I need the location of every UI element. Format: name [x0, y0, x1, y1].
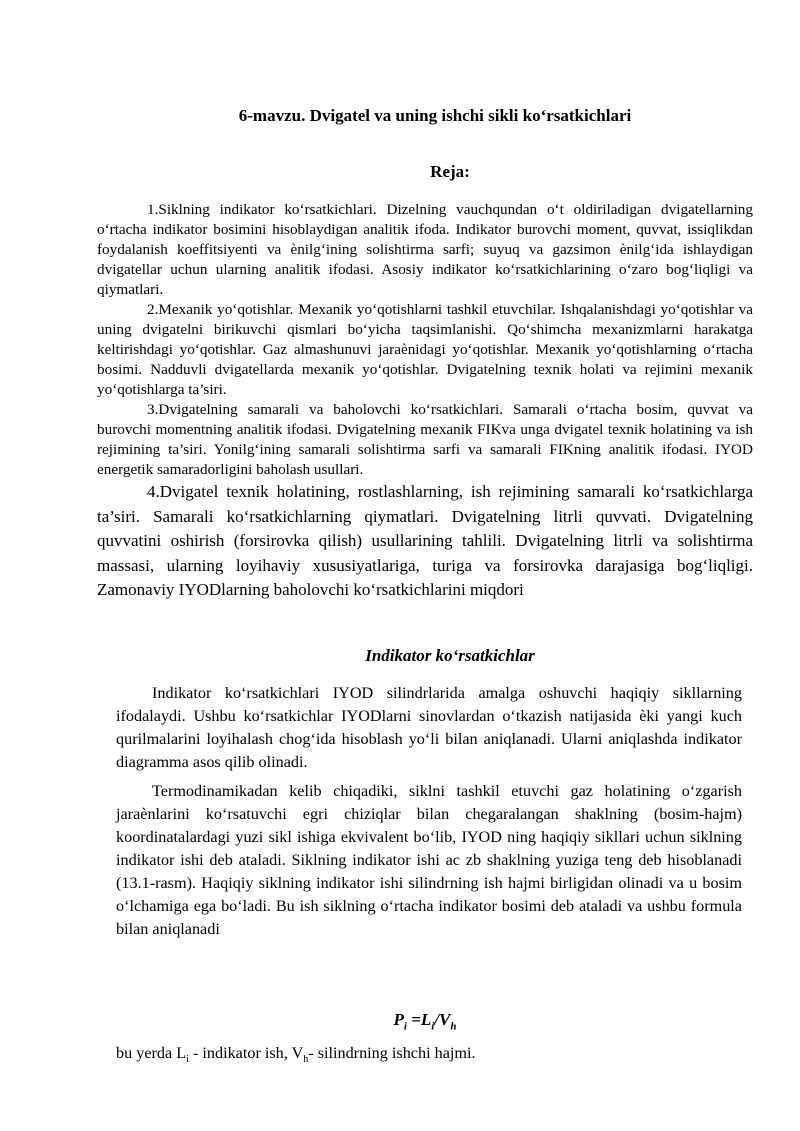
- legend-part-1: bu yerda L: [116, 1044, 187, 1062]
- formula-legend: [116, 1044, 756, 1065]
- plan-item-2: 2.Mexanik yo‘qotishlar. Mexanik yo‘qotishlarni tashkil etuvchilar. Ishqalanishdagi yo‘qotishlar va uning dvigatelni birikuvchi qismlari bo‘yicha taqsimlanishi. Qo‘shimcha mexanizmlarni harakatga keltirishdagi yo‘qotishlar. Gaz almashunuvi jaraènidagi yo‘qotishlar. Mexanik yo‘qotishlarning o‘rtacha bosimi. Nadduvli dvigatellarda mexanik yo‘qotishlar. Dvigatelning texnik holati va rejimini mexanik yo‘qotishlarga ta’siri.: [97, 301, 753, 398]
- legend-part-3: - silindrning ishchi hajmi.: [308, 1044, 476, 1062]
- formula-p: P: [393, 1010, 404, 1029]
- plan-list: [97, 200, 753, 603]
- body-paragraph-2: Termodinamikadan kelib chiqadiki, siklni tashkil etuvchi gaz holatining o‘zgarish jaraènlarini ko‘rsatuvchi egri chiziqlar bilan chegaralangan shaklning (bosim-hajm) koordinatalardagi yuzi sikl ishiga ekvivalent bo‘lib, IYOD ning haqiqiy sikllari uchun siklning indikator ishi deb ataladi. Siklning indikator ishi ac zb shaklning yuziga teng deb hisoblanadi (13.1-rasm). Haqiqiy siklning indikator ishi silindrning ish hajmi birligidan olinadi va u bosim o‘lchamiga ega bo‘ladi. Bu ish siklning o‘rtacha indikator bosimi deb ataladi va ushbu formula bilan aniqlanadi: [116, 782, 742, 938]
- section-body: [116, 682, 742, 947]
- legend-sub-1: i: [186, 1054, 189, 1066]
- plan-item-1: 1.Siklning indikator ko‘rsatkichlari. Dizelning vauchqundan o‘t oldiriladigan dvigatellarning o‘rtacha indikator bosimini hisoblaydigan analitik ifoda. Indikator burovchi moment, quvvat, issiqlikdan foydalanish koeffitsiyenti va ènilg‘ining solishtirma sarfi; suyuq va gazsimon ènilg‘ida ishlaydigan dvigatellar uchun ularning analitik ifodasi. Asosiy indikator ko‘rsatkichlarining o‘zaro bog‘liqligi va qiymatlari.: [97, 201, 753, 298]
- formula-v-subscript: h: [450, 1020, 457, 1033]
- indicator-pressure-formula: [0, 1010, 800, 1032]
- section-heading: Indikator ko‘rsatkichlar: [365, 646, 535, 665]
- body-paragraph-1: Indikator ko‘rsatkichlari IYOD silindrlarida amalga oshuvchi haqiqiy sikllarning ifodalaydi. Ushbu ko‘rsatkichlar IYODlarni sinovlardan o‘tkazish natijasida èki yangi kuch qurilmalarini loyihalash chog‘ida hisoblash yo‘li bilan aniqlanadi. Ularni aniqlashda indikator diagramma asos qilib olinadi.: [116, 684, 742, 771]
- formula-equals-l: =L: [406, 1010, 432, 1029]
- legend-sub-2: h: [303, 1054, 309, 1066]
- formula-slash-v: /V: [434, 1010, 451, 1029]
- plan-item-3: 3.Dvigatelning samarali va baholovchi ko‘rsatkichlari. Samarali o‘rtacha bosim, quvvat va burovchi momentning analitik ifodasi. Dvigatelning mexanik FIKva unga dvigatel texnik holatining va ish rejimining ta’siri. Yonilg‘ining samarali solishtirma sarfi va samarali FIKning analitik ifodasi. IYOD energetik samaradorligini baholash usullari.: [97, 401, 753, 478]
- plan-item-4: 4.Dvigatel texnik holatining, rostlashlarning, ish rejimining samarali ko‘rsatkichlarga ta’siri. Samarali ko‘rsatkichlarning qiymatlari. Dvigatelning litrli quvvati. Dvigatelning quvvatini oshirish (forsirovka qilish) usullarining tahlili. Dvigatelning litrli va solishtirma massasi, ularning loyihaviy xususiyatlariga, turiga va forsirovka darajasiga bog‘liqligi. Zamonaviy IYODlarning baholovchi ko‘rsatkichlarini miqdori: [97, 482, 753, 600]
- plan-heading: Reja:: [430, 162, 470, 181]
- document-title: 6-mavzu. Dvigatel va uning ishchi sikli ko‘rsatkichlari: [238, 106, 632, 125]
- legend-part-2: - indikator ish, V: [188, 1044, 304, 1062]
- formula-l-subscript: i: [431, 1020, 435, 1033]
- formula-p-subscript: i: [403, 1020, 407, 1033]
